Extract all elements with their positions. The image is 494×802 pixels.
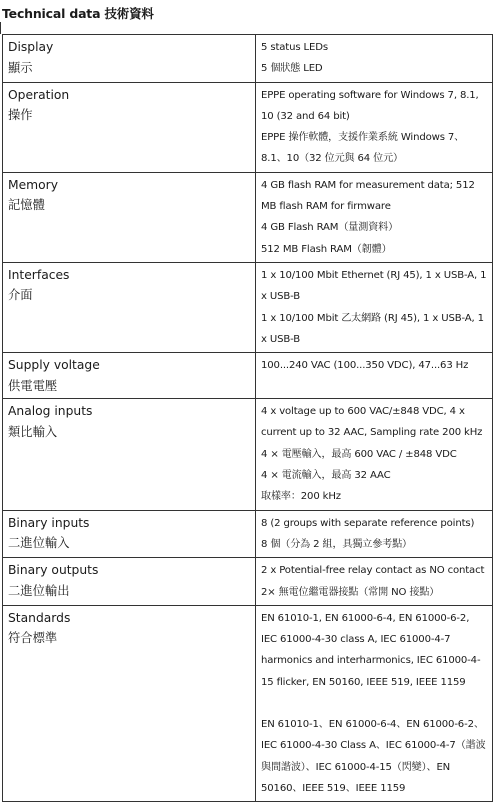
- label-en: Supply voltage: [8, 358, 100, 373]
- label-zh: 二進位輸入: [8, 536, 70, 551]
- label-en: Standards: [8, 610, 71, 625]
- value-line: 2 x Potential-free relay contact as NO contact: [261, 565, 485, 577]
- page-title: Technical data 技術資料: [2, 6, 154, 21]
- title-divider: [0, 22, 1, 34]
- value-line: 512 MB Flash RAM（韌體）: [261, 243, 392, 255]
- row-value-cell: [256, 262, 493, 352]
- row-value-cell: [256, 510, 493, 558]
- table-row: [3, 510, 493, 558]
- label-en: Binary inputs: [8, 515, 90, 530]
- value-line: EPPE operating software for Windows 7, 8.1, 10 (32 and 64 bit): [261, 89, 479, 122]
- row-label-cell: [3, 399, 256, 510]
- row-label-cell: [3, 262, 256, 352]
- value-line: 8 (2 groups with separate reference points): [261, 517, 475, 529]
- label-zh: 類比輸入: [8, 424, 58, 439]
- value-line: 100...240 VAC (100...350 VDC), 47...63 Hz: [261, 360, 469, 372]
- row-label-cell: [3, 172, 256, 262]
- value-line: 8 個（分為 2 組，具獨立參考點）: [261, 538, 412, 550]
- label-en: Binary outputs: [8, 563, 99, 578]
- row-label-cell: [3, 82, 256, 172]
- label-en: Interfaces: [8, 267, 70, 282]
- label-zh: 顯示: [8, 60, 33, 75]
- row-label-cell: [3, 605, 256, 801]
- value-line: 1 x 10/100 Mbit 乙太網路 (RJ 45), 1 x USB-A, 1 x USB-B: [261, 312, 484, 345]
- table-row: [3, 172, 493, 262]
- row-label-cell: [3, 510, 256, 558]
- label-zh: 符合標準: [8, 631, 58, 646]
- row-value-cell: [256, 82, 493, 172]
- label-zh: 介面: [8, 288, 33, 303]
- table-row: [3, 605, 493, 801]
- value-line: 4 × 電流輸入，最高 32 AAC: [261, 470, 391, 482]
- technical-data-table: [2, 34, 493, 802]
- value-line: 取樣率：200 kHz: [261, 491, 341, 503]
- value-line: 1 x 10/100 Mbit Ethernet (RJ 45), 1 x USB-A, 1 x USB-B: [261, 269, 487, 303]
- row-value-cell: [256, 172, 493, 262]
- value-line: 2× 無電位繼電器接點（常開 NO 接點）: [261, 586, 440, 598]
- value-line: 4 x voltage up to 600 VAC/±848 VDC, 4 x current up to 32 AAC, Sampling rate 200 kHz: [261, 406, 483, 439]
- value-line: 4 × 電壓輸入，最高 600 VAC / ±848 VDC: [261, 448, 457, 460]
- label-en: Memory: [8, 177, 59, 192]
- table-row: [3, 353, 493, 399]
- value-line: EPPE 操作軟體，支援作業系統 Windows 7、8.1、10（32 位元與 64 位元）: [261, 132, 465, 165]
- row-label-cell: [3, 558, 256, 606]
- table-row: [3, 35, 493, 83]
- value-line: EN 61010-1、EN 61000-6-4、EN 61000-6-2、IEC 61000-4-30 Class A、IEC 61000-4-7（諧波與間諧波）、IEC 61000-4-15（閃變）、EN 50160、IEEE 519、IEEE 1159: [261, 719, 486, 794]
- table-row: [3, 399, 493, 510]
- table-row: [3, 558, 493, 606]
- row-value-cell: [256, 353, 493, 399]
- label-zh: 記憶體: [8, 198, 45, 213]
- label-en: Operation: [8, 87, 70, 102]
- value-line: 5 個狀態 LED: [261, 63, 323, 75]
- value-line: 5 status LEDs: [261, 42, 328, 53]
- row-value-cell: [256, 605, 493, 801]
- table-row: [3, 262, 493, 352]
- row-label-cell: [3, 35, 256, 83]
- row-value-cell: [256, 35, 493, 83]
- label-zh: 二進位輸出: [8, 583, 70, 598]
- value-line: 4 GB Flash RAM（量測資料）: [261, 222, 399, 234]
- row-label-cell: [3, 353, 256, 399]
- label-en: Display: [8, 40, 54, 54]
- label-en: Analog inputs: [8, 404, 93, 419]
- blank-line: [261, 693, 488, 714]
- value-line: 4 GB flash RAM for measurement data; 512 MB flash RAM for firmware: [261, 179, 475, 213]
- table-row: [3, 82, 493, 172]
- value-line: EN 61010-1, EN 61000-6-4, EN 61000-6-2, IEC 61000-4-30 class A, IEC 61000-4-7 harmonics and interharmonics, IEC 61000-4-15 flicker, EN 50160, IEEE 519, IEEE 1159: [261, 612, 481, 688]
- row-value-cell: [256, 399, 493, 510]
- label-zh: 供電電壓: [8, 378, 58, 393]
- label-zh: 操作: [8, 108, 33, 123]
- row-value-cell: [256, 558, 493, 606]
